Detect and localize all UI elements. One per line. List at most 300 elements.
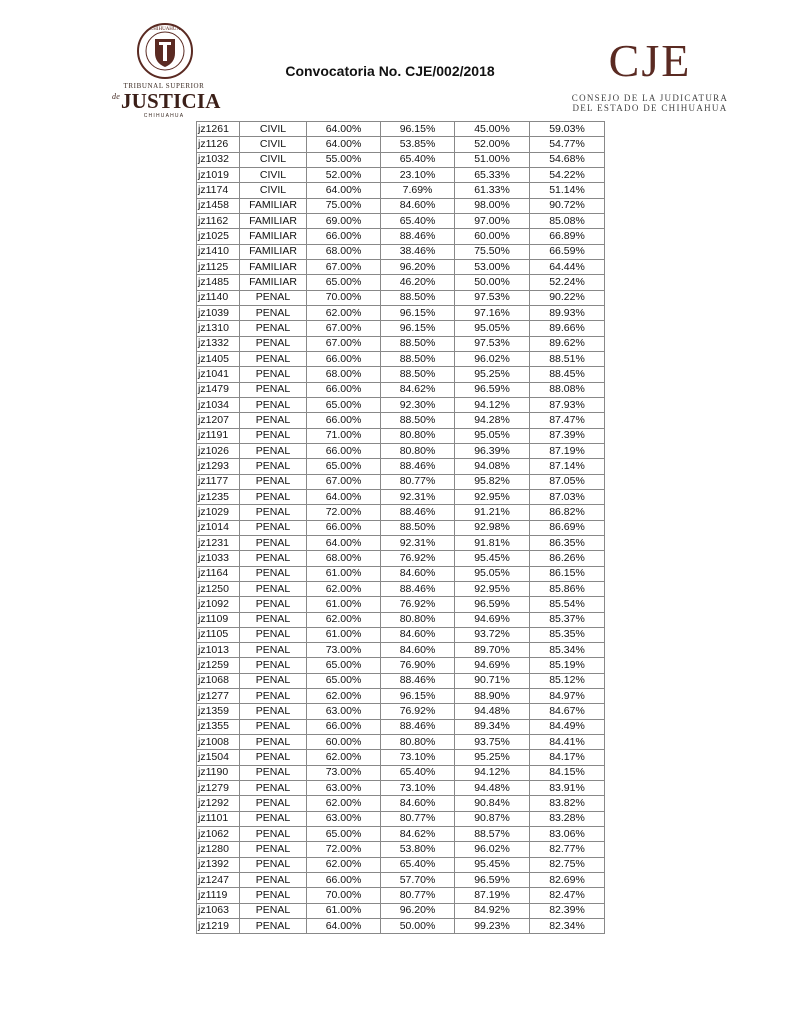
score-2-cell: 80.80%	[381, 735, 455, 750]
final-score-cell: 87.19%	[530, 443, 605, 458]
candidate-id-cell: jz1219	[197, 919, 240, 934]
candidate-id-cell: jz1008	[197, 735, 240, 750]
score-2-cell: 65.40%	[381, 152, 455, 167]
final-score-cell: 82.75%	[530, 857, 605, 872]
table-row	[197, 183, 605, 198]
score-3-cell: 97.16%	[455, 305, 530, 320]
score-1-cell: 64.00%	[307, 919, 381, 934]
final-score-cell: 51.14%	[530, 183, 605, 198]
table-row	[197, 213, 605, 228]
table-row	[197, 474, 605, 489]
table-row	[197, 643, 605, 658]
table-row	[197, 581, 605, 596]
table-row	[197, 689, 605, 704]
final-score-cell: 59.03%	[530, 122, 605, 137]
final-score-cell: 85.12%	[530, 673, 605, 688]
table-row	[197, 719, 605, 734]
score-3-cell: 91.21%	[455, 505, 530, 520]
candidate-id-cell: jz1458	[197, 198, 240, 213]
score-3-cell: 94.08%	[455, 459, 530, 474]
candidate-id-cell: jz1013	[197, 643, 240, 658]
area-cell: PENAL	[240, 689, 307, 704]
table-row	[197, 244, 605, 259]
score-1-cell: 65.00%	[307, 673, 381, 688]
candidate-id-cell: jz1405	[197, 351, 240, 366]
logo-line-tribunal: TRIBUNAL SUPERIOR	[123, 82, 205, 90]
score-2-cell: 96.20%	[381, 903, 455, 918]
area-cell: PENAL	[240, 888, 307, 903]
area-cell: PENAL	[240, 397, 307, 412]
score-2-cell: 84.60%	[381, 627, 455, 642]
candidate-id-cell: jz1207	[197, 413, 240, 428]
score-1-cell: 65.00%	[307, 827, 381, 842]
table-row	[197, 627, 605, 642]
final-score-cell: 82.34%	[530, 919, 605, 934]
score-3-cell: 93.72%	[455, 627, 530, 642]
score-1-cell: 61.00%	[307, 903, 381, 918]
candidate-id-cell: jz1105	[197, 627, 240, 642]
final-score-cell: 87.14%	[530, 459, 605, 474]
score-2-cell: 92.31%	[381, 535, 455, 550]
score-3-cell: 60.00%	[455, 229, 530, 244]
score-2-cell: 84.60%	[381, 643, 455, 658]
results-table-wrapper	[196, 121, 604, 934]
table-row	[197, 735, 605, 750]
area-cell: PENAL	[240, 305, 307, 320]
score-1-cell: 66.00%	[307, 351, 381, 366]
candidate-id-cell: jz1310	[197, 321, 240, 336]
score-2-cell: 80.77%	[381, 888, 455, 903]
score-3-cell: 91.81%	[455, 535, 530, 550]
candidate-id-cell: jz1259	[197, 658, 240, 673]
score-1-cell: 68.00%	[307, 244, 381, 259]
score-3-cell: 90.87%	[455, 811, 530, 826]
score-2-cell: 76.92%	[381, 704, 455, 719]
candidate-id-cell: jz1174	[197, 183, 240, 198]
score-1-cell: 62.00%	[307, 857, 381, 872]
score-1-cell: 66.00%	[307, 382, 381, 397]
table-row	[197, 827, 605, 842]
table-row	[197, 290, 605, 305]
score-2-cell: 84.60%	[381, 198, 455, 213]
area-cell: PENAL	[240, 735, 307, 750]
score-3-cell: 94.48%	[455, 704, 530, 719]
table-row	[197, 367, 605, 382]
score-1-cell: 66.00%	[307, 443, 381, 458]
score-3-cell: 45.00%	[455, 122, 530, 137]
candidate-id-cell: jz1261	[197, 122, 240, 137]
score-1-cell: 64.00%	[307, 137, 381, 152]
score-2-cell: 65.40%	[381, 857, 455, 872]
candidate-id-cell: jz1109	[197, 612, 240, 627]
score-3-cell: 97.00%	[455, 213, 530, 228]
score-2-cell: 65.40%	[381, 765, 455, 780]
area-cell: PENAL	[240, 443, 307, 458]
area-cell: PENAL	[240, 367, 307, 382]
candidate-id-cell: jz1025	[197, 229, 240, 244]
score-2-cell: 96.20%	[381, 259, 455, 274]
final-score-cell: 82.69%	[530, 873, 605, 888]
table-row	[197, 597, 605, 612]
score-3-cell: 84.92%	[455, 903, 530, 918]
score-1-cell: 55.00%	[307, 152, 381, 167]
final-score-cell: 85.35%	[530, 627, 605, 642]
score-1-cell: 71.00%	[307, 428, 381, 443]
score-2-cell: 88.50%	[381, 351, 455, 366]
candidate-id-cell: jz1191	[197, 428, 240, 443]
candidate-id-cell: jz1485	[197, 275, 240, 290]
area-cell: FAMILIAR	[240, 259, 307, 274]
score-3-cell: 88.90%	[455, 689, 530, 704]
table-row	[197, 459, 605, 474]
score-2-cell: 76.92%	[381, 551, 455, 566]
score-3-cell: 51.00%	[455, 152, 530, 167]
final-score-cell: 84.41%	[530, 735, 605, 750]
area-cell: FAMILIAR	[240, 275, 307, 290]
final-score-cell: 86.15%	[530, 566, 605, 581]
final-score-cell: 86.69%	[530, 520, 605, 535]
table-row	[197, 275, 605, 290]
score-3-cell: 97.53%	[455, 290, 530, 305]
score-1-cell: 61.00%	[307, 566, 381, 581]
area-cell: PENAL	[240, 658, 307, 673]
table-row	[197, 704, 605, 719]
score-1-cell: 64.00%	[307, 489, 381, 504]
final-score-cell: 85.34%	[530, 643, 605, 658]
table-row	[197, 811, 605, 826]
final-score-cell: 82.39%	[530, 903, 605, 918]
final-score-cell: 85.86%	[530, 581, 605, 596]
table-row	[197, 321, 605, 336]
candidate-id-cell: jz1355	[197, 719, 240, 734]
score-3-cell: 96.02%	[455, 351, 530, 366]
candidate-id-cell: jz1039	[197, 305, 240, 320]
table-row	[197, 673, 605, 688]
area-cell: PENAL	[240, 765, 307, 780]
score-2-cell: 88.46%	[381, 719, 455, 734]
candidate-id-cell: jz1279	[197, 781, 240, 796]
area-cell: PENAL	[240, 474, 307, 489]
score-2-cell: 76.90%	[381, 658, 455, 673]
final-score-cell: 90.22%	[530, 290, 605, 305]
final-score-cell: 66.59%	[530, 244, 605, 259]
score-1-cell: 70.00%	[307, 290, 381, 305]
area-cell: FAMILIAR	[240, 229, 307, 244]
candidate-id-cell: jz1092	[197, 597, 240, 612]
score-2-cell: 88.50%	[381, 336, 455, 351]
score-3-cell: 90.84%	[455, 796, 530, 811]
final-score-cell: 83.28%	[530, 811, 605, 826]
candidate-id-cell: jz1392	[197, 857, 240, 872]
score-1-cell: 73.00%	[307, 643, 381, 658]
score-1-cell: 62.00%	[307, 796, 381, 811]
score-3-cell: 61.33%	[455, 183, 530, 198]
final-score-cell: 88.08%	[530, 382, 605, 397]
score-2-cell: 80.77%	[381, 811, 455, 826]
final-score-cell: 64.44%	[530, 259, 605, 274]
score-3-cell: 52.00%	[455, 137, 530, 152]
candidate-id-cell: jz1359	[197, 704, 240, 719]
final-score-cell: 54.77%	[530, 137, 605, 152]
score-1-cell: 68.00%	[307, 551, 381, 566]
candidate-id-cell: jz1292	[197, 796, 240, 811]
score-1-cell: 70.00%	[307, 888, 381, 903]
candidate-id-cell: jz1164	[197, 566, 240, 581]
table-row	[197, 167, 605, 182]
final-score-cell: 87.03%	[530, 489, 605, 504]
table-row	[197, 305, 605, 320]
final-score-cell: 87.39%	[530, 428, 605, 443]
score-3-cell: 95.45%	[455, 857, 530, 872]
final-score-cell: 88.45%	[530, 367, 605, 382]
score-3-cell: 96.59%	[455, 382, 530, 397]
table-row	[197, 765, 605, 780]
area-cell: PENAL	[240, 459, 307, 474]
final-score-cell: 88.51%	[530, 351, 605, 366]
final-score-cell: 52.24%	[530, 275, 605, 290]
score-1-cell: 67.00%	[307, 336, 381, 351]
tribunal-seal-icon	[136, 22, 194, 80]
score-2-cell: 84.62%	[381, 382, 455, 397]
score-1-cell: 63.00%	[307, 811, 381, 826]
candidate-id-cell: jz1235	[197, 489, 240, 504]
final-score-cell: 89.62%	[530, 336, 605, 351]
score-2-cell: 88.46%	[381, 673, 455, 688]
area-cell: FAMILIAR	[240, 244, 307, 259]
score-3-cell: 90.71%	[455, 673, 530, 688]
area-cell: PENAL	[240, 612, 307, 627]
area-cell: PENAL	[240, 597, 307, 612]
score-3-cell: 96.59%	[455, 597, 530, 612]
area-cell: PENAL	[240, 903, 307, 918]
score-3-cell: 92.95%	[455, 489, 530, 504]
score-3-cell: 95.82%	[455, 474, 530, 489]
final-score-cell: 83.82%	[530, 796, 605, 811]
table-row	[197, 382, 605, 397]
table-row	[197, 428, 605, 443]
final-score-cell: 82.47%	[530, 888, 605, 903]
table-row	[197, 152, 605, 167]
area-cell: PENAL	[240, 704, 307, 719]
table-row	[197, 551, 605, 566]
score-1-cell: 72.00%	[307, 505, 381, 520]
score-2-cell: 96.15%	[381, 689, 455, 704]
area-cell: FAMILIAR	[240, 213, 307, 228]
score-1-cell: 67.00%	[307, 259, 381, 274]
logo-line-chihuahua: CHIHUAHUA	[143, 113, 185, 119]
score-1-cell: 67.00%	[307, 321, 381, 336]
candidate-id-cell: jz1410	[197, 244, 240, 259]
score-2-cell: 88.46%	[381, 581, 455, 596]
score-2-cell: 96.15%	[381, 122, 455, 137]
area-cell: PENAL	[240, 842, 307, 857]
score-1-cell: 65.00%	[307, 275, 381, 290]
area-cell: PENAL	[240, 505, 307, 520]
score-2-cell: 38.46%	[381, 244, 455, 259]
final-score-cell: 84.67%	[530, 704, 605, 719]
table-row	[197, 535, 605, 550]
area-cell: CIVIL	[240, 167, 307, 182]
candidate-id-cell: jz1119	[197, 888, 240, 903]
table-row	[197, 566, 605, 581]
final-score-cell: 66.89%	[530, 229, 605, 244]
candidate-id-cell: jz1125	[197, 259, 240, 274]
score-2-cell: 73.10%	[381, 781, 455, 796]
final-score-cell: 84.15%	[530, 765, 605, 780]
score-3-cell: 97.53%	[455, 336, 530, 351]
score-3-cell: 95.05%	[455, 566, 530, 581]
final-score-cell: 83.06%	[530, 827, 605, 842]
area-cell: PENAL	[240, 321, 307, 336]
score-1-cell: 62.00%	[307, 581, 381, 596]
page-title: Convocatoria No. CJE/002/2018	[285, 63, 495, 79]
score-1-cell: 69.00%	[307, 213, 381, 228]
score-2-cell: 84.62%	[381, 827, 455, 842]
score-3-cell: 88.57%	[455, 827, 530, 842]
area-cell: PENAL	[240, 290, 307, 305]
table-row	[197, 259, 605, 274]
score-1-cell: 64.00%	[307, 183, 381, 198]
score-3-cell: 96.02%	[455, 842, 530, 857]
final-score-cell: 87.47%	[530, 413, 605, 428]
table-row	[197, 505, 605, 520]
candidate-id-cell: jz1063	[197, 903, 240, 918]
area-cell: PENAL	[240, 673, 307, 688]
table-row	[197, 413, 605, 428]
area-cell: PENAL	[240, 857, 307, 872]
candidate-id-cell: jz1332	[197, 336, 240, 351]
score-3-cell: 98.00%	[455, 198, 530, 213]
score-1-cell: 65.00%	[307, 658, 381, 673]
table-row	[197, 781, 605, 796]
score-2-cell: 84.60%	[381, 796, 455, 811]
score-2-cell: 88.50%	[381, 367, 455, 382]
cje-line2: DEL ESTADO DE CHIHUAHUA	[572, 103, 728, 113]
table-row	[197, 336, 605, 351]
final-score-cell: 87.93%	[530, 397, 605, 412]
table-row	[197, 198, 605, 213]
score-3-cell: 92.95%	[455, 581, 530, 596]
area-cell: PENAL	[240, 551, 307, 566]
score-3-cell: 95.25%	[455, 367, 530, 382]
area-cell: PENAL	[240, 351, 307, 366]
final-score-cell: 89.93%	[530, 305, 605, 320]
score-3-cell: 53.00%	[455, 259, 530, 274]
cje-logo	[560, 36, 740, 116]
score-2-cell: 88.50%	[381, 520, 455, 535]
final-score-cell: 89.66%	[530, 321, 605, 336]
final-score-cell: 84.49%	[530, 719, 605, 734]
score-2-cell: 92.31%	[381, 489, 455, 504]
score-2-cell: 50.00%	[381, 919, 455, 934]
score-2-cell: 88.46%	[381, 459, 455, 474]
score-1-cell: 63.00%	[307, 704, 381, 719]
candidate-id-cell: jz1177	[197, 474, 240, 489]
final-score-cell: 87.05%	[530, 474, 605, 489]
area-cell: PENAL	[240, 336, 307, 351]
score-2-cell: 46.20%	[381, 275, 455, 290]
candidate-id-cell: jz1479	[197, 382, 240, 397]
candidate-id-cell: jz1126	[197, 137, 240, 152]
area-cell: PENAL	[240, 428, 307, 443]
candidate-id-cell: jz1231	[197, 535, 240, 550]
candidate-id-cell: jz1034	[197, 397, 240, 412]
score-3-cell: 93.75%	[455, 735, 530, 750]
score-3-cell: 95.05%	[455, 321, 530, 336]
seal-text: CHIHUAHUA	[149, 27, 181, 32]
area-cell: PENAL	[240, 627, 307, 642]
cje-mark: CJE	[608, 35, 692, 86]
candidate-id-cell: jz1247	[197, 873, 240, 888]
table-row	[197, 750, 605, 765]
final-score-cell: 85.08%	[530, 213, 605, 228]
score-2-cell: 84.60%	[381, 566, 455, 581]
area-cell: PENAL	[240, 811, 307, 826]
score-1-cell: 61.00%	[307, 627, 381, 642]
logo-line-justicia	[112, 89, 221, 114]
score-1-cell: 65.00%	[307, 459, 381, 474]
score-1-cell: 75.00%	[307, 198, 381, 213]
score-3-cell: 75.50%	[455, 244, 530, 259]
score-3-cell: 65.33%	[455, 167, 530, 182]
score-2-cell: 80.77%	[381, 474, 455, 489]
candidate-id-cell: jz1504	[197, 750, 240, 765]
score-3-cell: 94.69%	[455, 658, 530, 673]
score-1-cell: 66.00%	[307, 719, 381, 734]
candidate-id-cell: jz1101	[197, 811, 240, 826]
score-3-cell: 95.45%	[455, 551, 530, 566]
final-score-cell: 85.54%	[530, 597, 605, 612]
area-cell: PENAL	[240, 382, 307, 397]
final-score-cell: 84.17%	[530, 750, 605, 765]
candidate-id-cell: jz1014	[197, 520, 240, 535]
area-cell: PENAL	[240, 873, 307, 888]
area-cell: PENAL	[240, 566, 307, 581]
table-row	[197, 796, 605, 811]
final-score-cell: 54.68%	[530, 152, 605, 167]
area-cell: PENAL	[240, 581, 307, 596]
candidate-id-cell: jz1041	[197, 367, 240, 382]
candidate-id-cell: jz1019	[197, 167, 240, 182]
candidate-id-cell: jz1293	[197, 459, 240, 474]
area-cell: PENAL	[240, 719, 307, 734]
area-cell: PENAL	[240, 413, 307, 428]
candidate-id-cell: jz1062	[197, 827, 240, 842]
final-score-cell: 83.91%	[530, 781, 605, 796]
score-1-cell: 66.00%	[307, 520, 381, 535]
area-cell: CIVIL	[240, 152, 307, 167]
final-score-cell: 90.72%	[530, 198, 605, 213]
score-3-cell: 95.25%	[455, 750, 530, 765]
score-2-cell: 76.92%	[381, 597, 455, 612]
table-row	[197, 612, 605, 627]
score-1-cell: 60.00%	[307, 735, 381, 750]
area-cell: PENAL	[240, 796, 307, 811]
score-2-cell: 80.80%	[381, 428, 455, 443]
area-cell: PENAL	[240, 750, 307, 765]
results-table-body	[197, 122, 605, 934]
score-2-cell: 53.80%	[381, 842, 455, 857]
score-3-cell: 99.23%	[455, 919, 530, 934]
final-score-cell: 86.82%	[530, 505, 605, 520]
candidate-id-cell: jz1033	[197, 551, 240, 566]
score-1-cell: 66.00%	[307, 229, 381, 244]
table-row	[197, 919, 605, 934]
table-row	[197, 137, 605, 152]
table-row	[197, 489, 605, 504]
area-cell: CIVIL	[240, 122, 307, 137]
score-3-cell: 95.05%	[455, 428, 530, 443]
